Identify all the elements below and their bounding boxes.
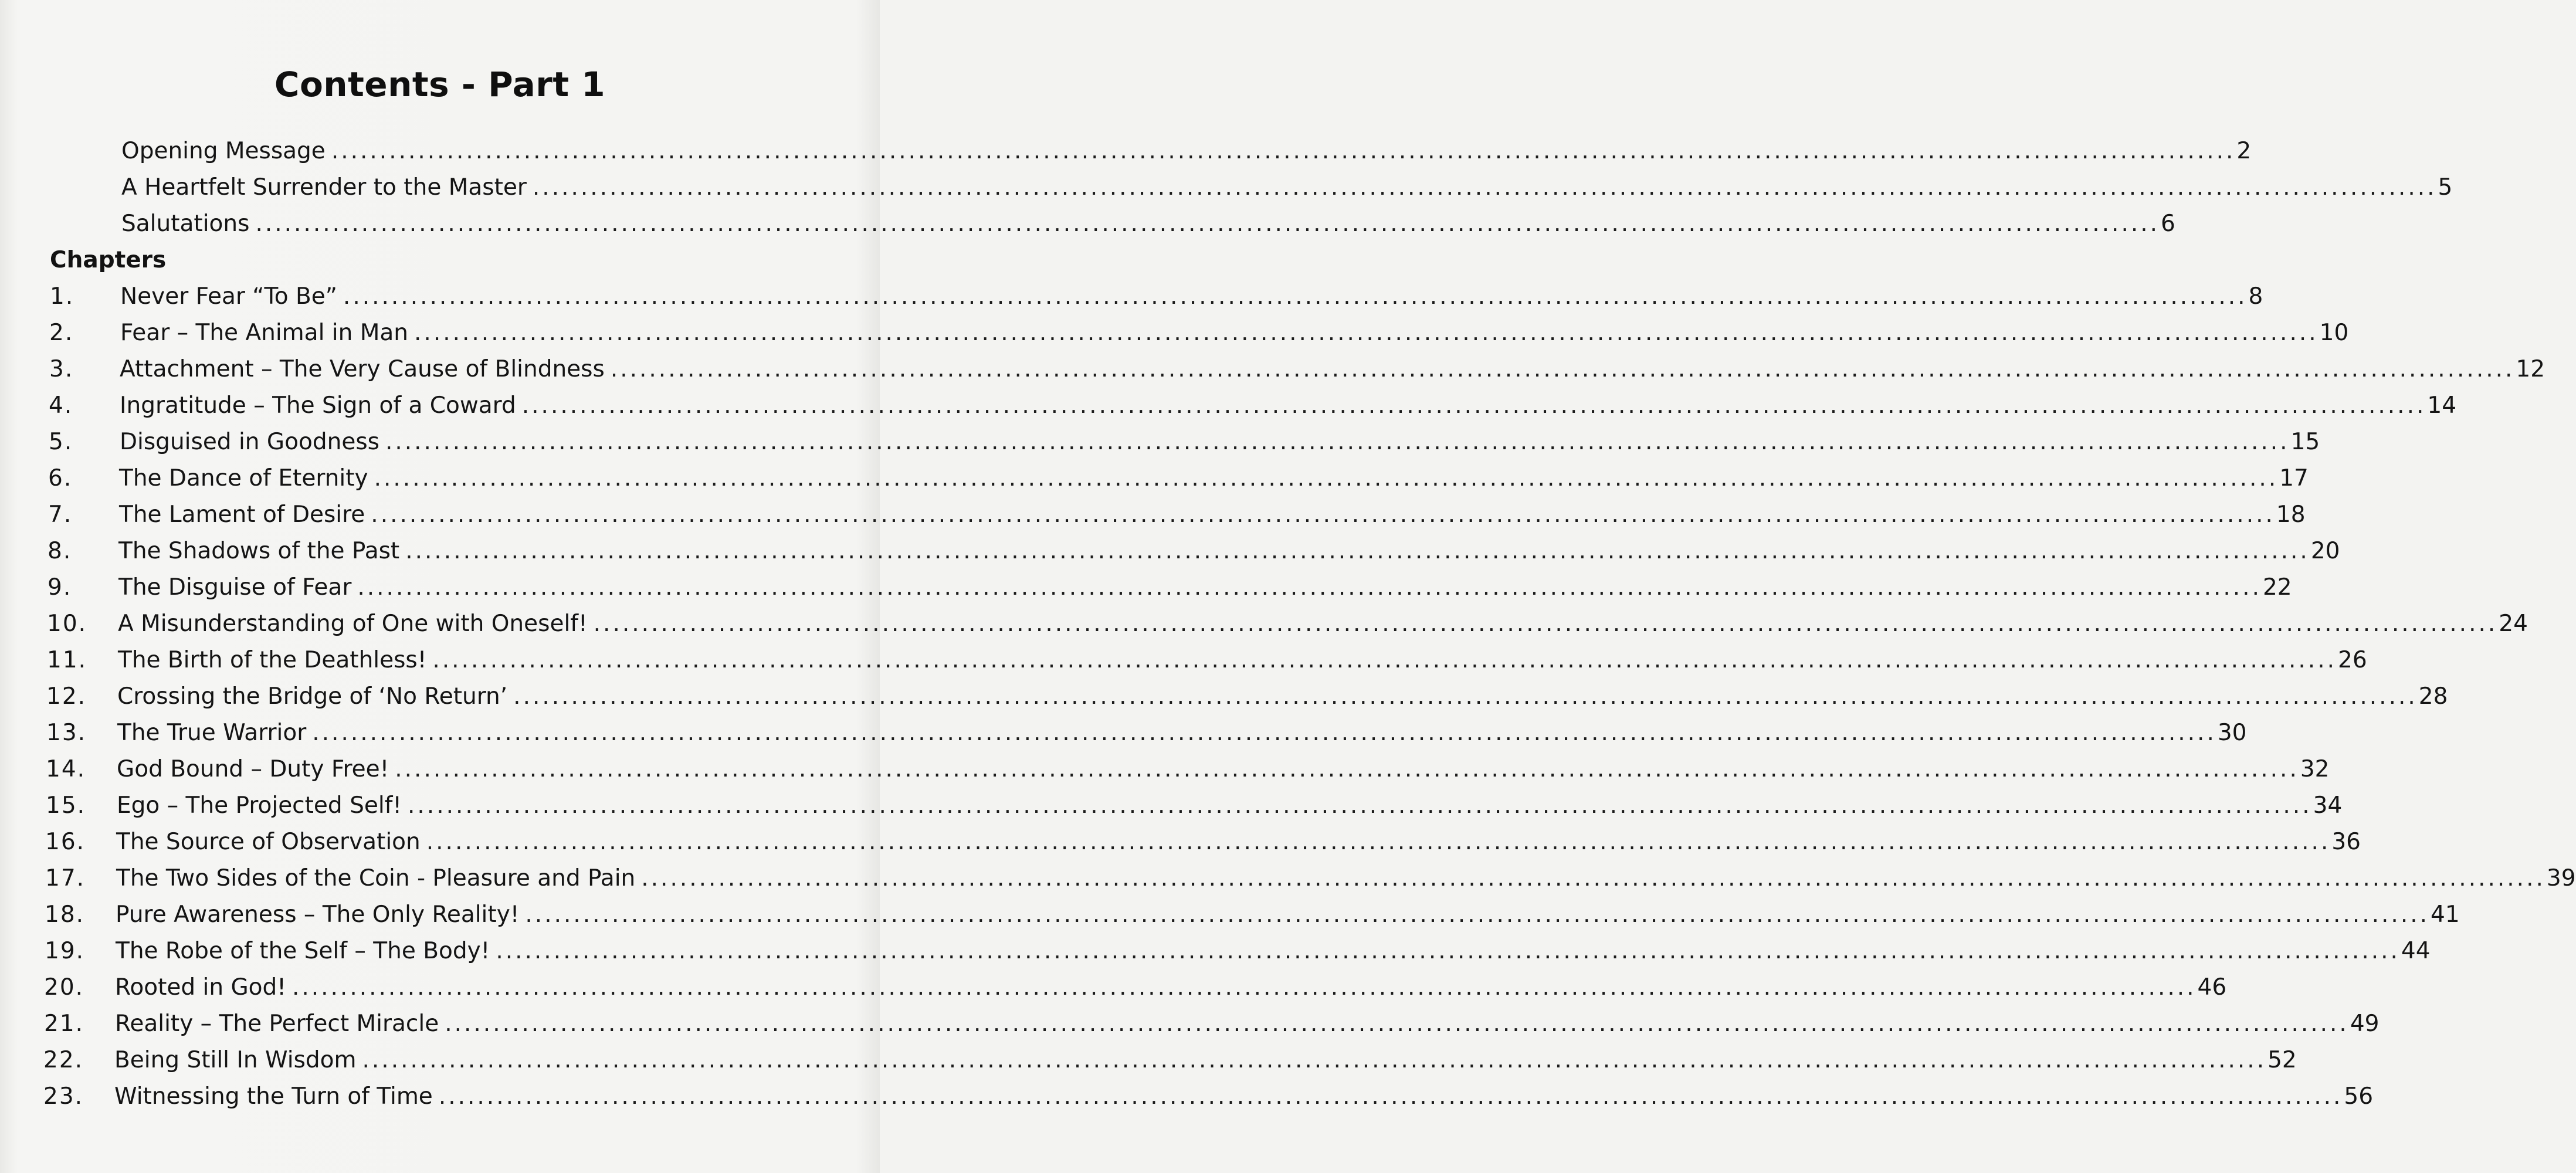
chapter-number: 11. [47,647,87,673]
chapter-number: 22. [43,1047,84,1073]
toc-page-number: 5 [2438,174,2453,201]
toc-page-number: 56 [2344,1083,2374,1110]
chapter-number: 1. [50,283,74,310]
toc-entry-title: Attachment – The Very Cause of Blindness [120,356,605,382]
dot-leader: ...................................................................................................................................................................................................... [445,1011,2349,1037]
toc-chapter-entry [118,535,2340,568]
toc-entry-title: Salutations [121,211,250,237]
chapter-number: 14. [46,756,86,782]
toc-entry-title: The True Warrior [117,720,307,746]
toc-chapter-entry [120,353,2546,386]
toc-entry-title: The Disguise of Fear [118,574,352,601]
toc-page-number: 46 [2197,974,2227,1001]
chapter-number: 21. [44,1011,84,1037]
dot-leader: ...................................................................................................................................................................................................... [408,792,2312,819]
toc-page-number: 36 [2331,829,2361,855]
toc-entry-title: The Dance of Eternity [119,465,368,491]
chapter-number: 18. [45,901,85,928]
chapter-number: 16. [45,829,86,855]
dot-leader: ...................................................................................................................................................................................................... [525,901,2430,928]
toc-chapter-entry [116,862,2576,895]
toc-entry-title: Never Fear “To Be” [120,283,337,310]
toc-entry-title: Pure Awareness – The Only Reality! [116,901,520,928]
toc-page-number: 49 [2350,1011,2380,1037]
dot-leader: ...................................................................................................................................................................................................... [331,138,2236,164]
dot-leader: ...................................................................................................................................................................................................... [496,938,2400,964]
toc-chapter-entry [116,826,2361,859]
toc-entry-title: The Source of Observation [116,829,421,855]
dot-leader: ...................................................................................................................................................................................................... [641,865,2546,891]
toc-chapter-entry [117,680,2448,713]
dot-leader: ...................................................................................................................................................................................................... [610,356,2515,382]
toc-page-number: 18 [2276,501,2306,528]
chapter-number: 3. [49,356,74,382]
chapter-number: 17. [45,865,86,891]
toc-page-number: 34 [2313,792,2343,819]
toc-entry-title: The Two Sides of the Coin - Pleasure and Pain [116,865,636,891]
toc-page-number: 41 [2431,901,2460,928]
chapter-number: 5. [49,429,73,455]
chapter-number: 23. [43,1083,84,1110]
toc-entry-title: The Robe of the Self – The Body! [116,938,490,964]
toc-page-number: 52 [2267,1047,2297,1073]
dot-leader: ...................................................................................................................................................................................................... [357,574,2262,601]
dot-leader: ...................................................................................................................................................................................................... [532,174,2437,201]
toc-page-number: 22 [2262,574,2292,601]
chapter-number: 2. [49,320,74,346]
chapters-heading: Chapters [50,247,167,273]
toc-chapter-entry [120,317,2349,350]
toc-page-number: 44 [2401,938,2431,964]
toc-entry-title: Opening Message [121,138,326,164]
toc-entry-title: A Misunderstanding of One with Oneself! [118,611,588,637]
toc-entry-title: The Lament of Desire [119,501,365,528]
toc-entry-title: Ego – The Projected Self! [117,792,402,819]
dot-leader: ...................................................................................................................................................................................................... [255,211,2160,237]
toc-chapter-entry [118,571,2292,604]
toc-chapter-entry [118,644,2367,677]
toc-page-number: 8 [2248,283,2263,310]
page-title: Contents - Part 1 [274,65,606,104]
toc-page-number: 28 [2418,683,2448,710]
toc-chapter-entry [116,899,2460,931]
toc-page-number: 26 [2338,647,2367,673]
dot-leader: ...................................................................................................................................................................................................... [343,283,2248,310]
dot-leader: ...................................................................................................................................................................................................... [374,465,2279,491]
chapter-number: 8. [48,538,72,564]
toc-entry-title: Being Still In Wisdom [114,1047,357,1073]
chapter-number: 10. [47,611,87,637]
dot-leader: ...................................................................................................................................................................................................... [593,611,2498,637]
dot-leader: ...................................................................................................................................................................................................... [292,974,2197,1001]
toc-chapter-entry [119,462,2309,495]
dot-leader: ...................................................................................................................................................................................................... [521,392,2426,419]
dot-leader: ...................................................................................................................................................................................................... [312,720,2216,746]
dot-leader: ...................................................................................................................................................................................................... [395,756,2299,782]
chapter-number: 9. [48,574,72,601]
toc-chapter-entry [118,608,2528,640]
toc-chapter-entry [114,1044,2297,1077]
chapter-number: 12. [46,683,87,710]
toc-page-number: 6 [2161,211,2175,237]
toc-page-number: 39 [2546,865,2576,891]
toc-page-number: 30 [2217,720,2247,746]
chapter-number: 15. [46,792,86,819]
toc-page-number: 10 [2319,320,2349,346]
toc-entry-title: Disguised in Goodness [120,429,379,455]
toc-chapter-entry [120,389,2457,422]
dot-leader: ...................................................................................................................................................................................................... [438,1083,2343,1110]
toc-page-number: 24 [2499,611,2528,637]
chapter-number: 6. [48,465,73,491]
chapter-number: 4. [49,392,73,419]
toc-chapter-entry [117,717,2247,750]
dot-leader: ...................................................................................................................................................................................................... [362,1047,2267,1073]
dot-leader: ...................................................................................................................................................................................................... [513,683,2418,710]
toc-chapter-entry [117,753,2330,786]
toc-entry-title: Witnessing the Turn of Time [114,1083,433,1110]
toc-page-number: 20 [2310,538,2340,564]
toc-entry-opening-message [121,135,2252,168]
dot-leader: ...................................................................................................................................................................................................... [426,829,2331,855]
chapter-number: 20. [44,974,84,1001]
toc-page-number: 17 [2279,465,2309,491]
toc-chapter-entry [114,1080,2374,1113]
toc-entry-title: The Birth of the Deathless! [118,647,427,673]
chapter-number: 13. [46,720,87,746]
toc-entry-title: Reality – The Perfect Miracle [115,1011,439,1037]
chapter-number: 19. [45,938,85,964]
toc-entry-title: Fear – The Animal in Man [120,320,409,346]
toc-chapter-entry [120,280,2263,313]
dot-leader: ...................................................................................................................................................................................................... [405,538,2310,564]
toc-page-number: 2 [2236,138,2252,164]
toc-page-number: 15 [2290,429,2320,455]
dot-leader: ...................................................................................................................................................................................................... [371,501,2275,528]
dot-leader: ...................................................................................................................................................................................................... [385,429,2290,455]
chapter-number: 7. [48,501,73,528]
toc-page-number: 12 [2516,356,2546,382]
toc-chapter-entry [117,789,2343,822]
toc-entry-salutations [121,208,2175,240]
toc-chapter-entry [115,1008,2380,1040]
toc-entry-heartfelt-surrender [121,171,2453,204]
dot-leader: ...................................................................................................................................................................................................... [414,320,2319,346]
toc-entry-title: The Shadows of the Past [118,538,400,564]
dot-leader: ...................................................................................................................................................................................................... [432,647,2337,673]
toc-entry-title: Crossing the Bridge of ‘No Return’ [117,683,508,710]
toc-chapter-entry [120,426,2320,459]
toc-entry-title: God Bound – Duty Free! [117,756,389,782]
toc-entry-title: A Heartfelt Surrender to the Master [121,174,527,201]
toc-page-number: 32 [2300,756,2330,782]
toc-chapter-entry [115,971,2227,1004]
toc-chapter-entry [116,935,2431,968]
toc-entry-title: Rooted in God! [115,974,286,1001]
toc-page-number: 14 [2427,392,2457,419]
toc-chapter-entry [119,499,2306,531]
toc-entry-title: Ingratitude – The Sign of a Coward [120,392,516,419]
